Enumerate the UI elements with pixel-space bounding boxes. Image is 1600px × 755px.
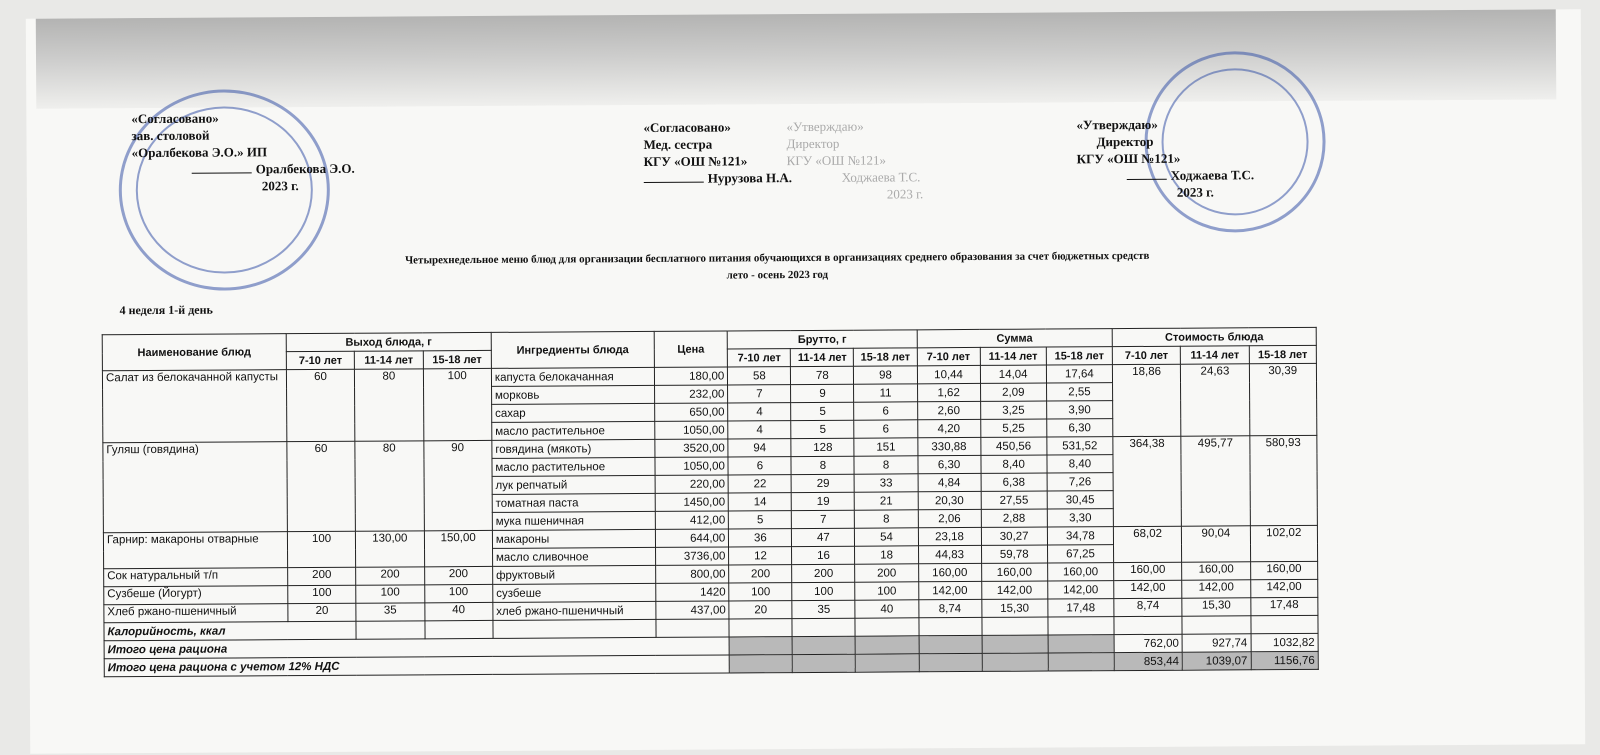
sum-value: 15,30 bbox=[981, 599, 1047, 617]
empty-cell bbox=[919, 653, 982, 671]
empty-cell bbox=[1114, 616, 1182, 634]
sum-value: 17,64 bbox=[1046, 365, 1112, 383]
empty-cell bbox=[1048, 653, 1114, 671]
brutto-value: 35 bbox=[792, 600, 855, 618]
dish-output: 90 bbox=[423, 440, 492, 530]
sum-value: 4,84 bbox=[918, 473, 981, 491]
brutto-value: 9 bbox=[791, 384, 854, 402]
brutto-value: 54 bbox=[855, 528, 918, 546]
itogo-vat-label: Итого цена рациона с учетом 12% НДС bbox=[104, 655, 729, 677]
brutto-value: 20 bbox=[729, 601, 792, 619]
brutto-value: 8 bbox=[854, 456, 917, 474]
dish-output: 80 bbox=[355, 369, 424, 441]
brutto-value: 4 bbox=[728, 403, 791, 421]
brutto-value: 8 bbox=[855, 510, 918, 528]
empty-cell bbox=[918, 617, 981, 635]
dish-output: 60 bbox=[286, 369, 355, 441]
approval-ghost: «Утверждаю» Директор КГУ «ОШ №121» Ходжаева Т.С. 2023 г. bbox=[786, 118, 924, 202]
brutto-value: 128 bbox=[791, 438, 854, 456]
empty-cell bbox=[919, 635, 982, 653]
sum-value: 20,30 bbox=[918, 491, 981, 509]
ingredient-price: 180,00 bbox=[654, 367, 728, 385]
brutto-value: 100 bbox=[855, 582, 918, 600]
header-ingredients: Ингредиенты блюда bbox=[491, 331, 654, 368]
sum-value: 2,06 bbox=[918, 509, 981, 527]
sum-value: 23,18 bbox=[918, 527, 981, 545]
brutto-value: 16 bbox=[792, 546, 855, 564]
ingredient-price: 3736,00 bbox=[655, 547, 729, 565]
empty-cell bbox=[982, 653, 1048, 671]
dish-output: 100 bbox=[287, 531, 356, 567]
brutto-value: 22 bbox=[728, 475, 791, 493]
ingredient-price: 412,00 bbox=[655, 511, 729, 529]
empty-cell bbox=[730, 655, 793, 673]
brutto-value: 14 bbox=[729, 493, 792, 511]
age-header: 11-14 лет bbox=[791, 348, 854, 366]
brutto-value: 200 bbox=[792, 564, 855, 582]
dish-cost: 364,38 bbox=[1113, 436, 1182, 526]
sum-value: 142,00 bbox=[981, 581, 1047, 599]
header-sum: Сумма bbox=[917, 329, 1113, 348]
dish-cost: 160,00 bbox=[1114, 562, 1182, 580]
empty-cell bbox=[856, 654, 919, 672]
brutto-value: 200 bbox=[855, 564, 918, 582]
empty-cell bbox=[1048, 635, 1114, 653]
dish-output: 100 bbox=[424, 584, 492, 602]
total-value: 927,74 bbox=[1182, 634, 1250, 652]
age-header: 7-10 лет bbox=[728, 349, 791, 367]
dish-output: 130,00 bbox=[356, 531, 425, 567]
ingredient-name: капуста белокачанная bbox=[491, 367, 654, 386]
sum-value: 3,25 bbox=[980, 401, 1046, 419]
dish-cost: 18,86 bbox=[1112, 364, 1181, 436]
empty-cell bbox=[792, 636, 855, 654]
sum-value: 2,55 bbox=[1046, 383, 1112, 401]
total-vat-value: 1039,07 bbox=[1182, 652, 1250, 670]
dish-output: 200 bbox=[288, 567, 356, 585]
brutto-value: 5 bbox=[791, 420, 854, 438]
sum-value: 1,62 bbox=[917, 383, 980, 401]
dish-name: Сок натуральный т/п bbox=[104, 568, 288, 587]
dish-output: 100 bbox=[423, 368, 492, 440]
ingredient-price: 1050,00 bbox=[655, 457, 729, 475]
brutto-value: 98 bbox=[854, 366, 917, 384]
dish-cost: 15,30 bbox=[1182, 598, 1250, 616]
week-label: 4 неделя 1-й день bbox=[119, 302, 213, 318]
sum-value: 30,45 bbox=[1047, 491, 1113, 509]
ingredient-name: масло растительное bbox=[492, 457, 655, 476]
menu-table bbox=[102, 327, 1319, 677]
dish-output: 20 bbox=[288, 603, 356, 621]
ingredient-price: 232,00 bbox=[654, 385, 728, 403]
sum-value: 30,27 bbox=[981, 527, 1047, 545]
age-header: 15-18 лет bbox=[423, 350, 491, 368]
brutto-value: 33 bbox=[855, 474, 918, 492]
total-value: 1032,82 bbox=[1251, 633, 1318, 651]
empty-cell bbox=[855, 618, 918, 636]
empty-cell bbox=[792, 618, 855, 636]
ingredient-name: масло сливочное bbox=[492, 547, 655, 566]
ingredient-price: 650,00 bbox=[654, 403, 728, 421]
dish-name: Гуляш (говядина) bbox=[103, 442, 287, 533]
brutto-value: 100 bbox=[792, 582, 855, 600]
age-header: 15-18 лет bbox=[1046, 347, 1112, 365]
empty-cell bbox=[729, 619, 792, 637]
sum-value: 6,38 bbox=[981, 473, 1047, 491]
brutto-value: 36 bbox=[729, 529, 792, 547]
ingredient-price: 220,00 bbox=[655, 475, 729, 493]
dish-cost: 160,00 bbox=[1182, 562, 1250, 580]
dish-output: 80 bbox=[355, 441, 424, 531]
header-brutto: Брутто, г bbox=[728, 330, 917, 349]
sum-value: 330,88 bbox=[917, 437, 980, 455]
sum-value: 2,88 bbox=[981, 509, 1047, 527]
dish-cost: 24,63 bbox=[1181, 364, 1250, 436]
ingredient-name: фруктовый bbox=[493, 565, 656, 584]
sum-value: 4,20 bbox=[917, 419, 980, 437]
brutto-value: 100 bbox=[729, 583, 792, 601]
ingredient-name: хлеб ржано-пшеничный bbox=[493, 601, 656, 620]
ingredient-name: макароны bbox=[492, 529, 655, 548]
approval-right: «Утверждаю» Директор КГУ «ОШ №121» Ходжаева Т.С. 2023 г. bbox=[1076, 116, 1255, 200]
total-vat-value: 853,44 bbox=[1114, 652, 1182, 670]
age-header: 11-14 лет bbox=[980, 347, 1046, 365]
empty-cell bbox=[1048, 617, 1114, 635]
menu-title: Четырехнедельное меню блюд для организации бесплатного питания обучающихся в организациях среднего образования за счет бюджетных средств лето - осень 2023 год bbox=[405, 249, 1150, 282]
brutto-value: 7 bbox=[792, 510, 855, 528]
dish-name: Салат из белокачанной капусты bbox=[102, 370, 286, 443]
brutto-value: 8 bbox=[791, 456, 854, 474]
sum-value: 142,00 bbox=[918, 581, 981, 599]
dish-cost: 68,02 bbox=[1113, 526, 1182, 562]
brutto-value: 5 bbox=[791, 402, 854, 420]
brutto-value: 12 bbox=[729, 547, 792, 565]
empty-cell bbox=[793, 654, 856, 672]
dish-cost: 142,00 bbox=[1182, 580, 1250, 598]
ingredient-name: морковь bbox=[491, 385, 654, 404]
ingredient-name: мука пшеничная bbox=[492, 511, 655, 530]
empty-cell bbox=[425, 620, 493, 638]
brutto-value: 5 bbox=[729, 511, 792, 529]
age-header: 7-10 лет bbox=[1112, 346, 1180, 364]
approval-middle: «Согласовано» Мед. сестра КГУ «ОШ №121» Нурузова Н.А. bbox=[643, 119, 793, 186]
ingredient-price: 1420 bbox=[656, 583, 730, 601]
ingredient-price: 437,00 bbox=[656, 601, 730, 619]
dish-cost: 580,93 bbox=[1249, 435, 1317, 525]
brutto-value: 40 bbox=[855, 600, 918, 618]
dish-cost: 17,48 bbox=[1250, 597, 1317, 615]
brutto-value: 7 bbox=[728, 385, 791, 403]
dish-cost: 30,39 bbox=[1249, 363, 1317, 435]
document-page bbox=[26, 9, 1585, 753]
sum-value: 8,40 bbox=[981, 455, 1047, 473]
sum-value: 6,30 bbox=[1047, 419, 1113, 437]
dish-cost: 142,00 bbox=[1250, 579, 1317, 597]
empty-cell bbox=[856, 636, 919, 654]
brutto-value: 47 bbox=[792, 528, 855, 546]
brutto-value: 11 bbox=[854, 384, 917, 402]
brutto-value: 151 bbox=[854, 438, 917, 456]
empty-cell bbox=[356, 621, 424, 639]
ingredient-name: томатная паста bbox=[492, 493, 655, 512]
brutto-value: 78 bbox=[791, 366, 854, 384]
header-cost: Стоимость блюда bbox=[1112, 327, 1316, 346]
brutto-value: 6 bbox=[728, 457, 791, 475]
total-value: 762,00 bbox=[1114, 634, 1182, 652]
sum-value: 10,44 bbox=[917, 365, 980, 383]
brutto-value: 6 bbox=[854, 402, 917, 420]
empty-cell bbox=[729, 637, 792, 655]
dish-cost: 102,02 bbox=[1250, 525, 1318, 561]
dish-cost: 142,00 bbox=[1114, 580, 1182, 598]
ingredient-name: сахар bbox=[492, 403, 655, 422]
ingredient-price: 800,00 bbox=[655, 565, 729, 583]
sum-value: 59,78 bbox=[981, 545, 1047, 563]
brutto-value: 21 bbox=[855, 492, 918, 510]
dish-cost: 90,04 bbox=[1182, 526, 1251, 562]
dish-cost: 160,00 bbox=[1250, 561, 1317, 579]
ingredient-price: 3520,00 bbox=[655, 439, 729, 457]
dish-name: Хлеб ржано-пшеничный bbox=[104, 604, 288, 623]
dish-output: 150,00 bbox=[424, 530, 493, 566]
ingredient-price: 1450,00 bbox=[655, 493, 729, 511]
ingredient-name: лук репчатый bbox=[492, 475, 655, 494]
empty-cell bbox=[1182, 616, 1250, 634]
empty-cell bbox=[1251, 615, 1318, 633]
age-header: 7-10 лет bbox=[286, 351, 354, 369]
sum-value: 5,25 bbox=[980, 419, 1046, 437]
scan-smudge bbox=[36, 9, 1557, 108]
sum-value: 6,30 bbox=[918, 455, 981, 473]
sum-value: 8,40 bbox=[1047, 455, 1113, 473]
brutto-value: 19 bbox=[792, 492, 855, 510]
empty-cell bbox=[982, 617, 1048, 635]
calories-label: Калорийность, ккал bbox=[104, 621, 356, 641]
sum-value: 531,52 bbox=[1047, 437, 1113, 455]
sum-value: 450,56 bbox=[980, 437, 1046, 455]
sum-value: 17,48 bbox=[1048, 599, 1114, 617]
ingredient-price: 1050,00 bbox=[655, 421, 729, 439]
sum-value: 14,04 bbox=[980, 365, 1046, 383]
header-price: Цена bbox=[654, 331, 728, 367]
header-output: Выход блюда, г bbox=[286, 332, 491, 351]
brutto-value: 6 bbox=[854, 420, 917, 438]
age-header: 15-18 лет bbox=[1249, 345, 1316, 363]
sum-value: 160,00 bbox=[1047, 563, 1113, 581]
empty-cell bbox=[982, 635, 1048, 653]
brutto-value: 58 bbox=[728, 367, 791, 385]
approval-left: «Согласовано» зав. столовой «Оралбекова Э.О.» ИП Оралбекова Э.О. 2023 г. bbox=[131, 110, 355, 194]
sum-value: 7,26 bbox=[1047, 473, 1113, 491]
sum-value: 3,30 bbox=[1047, 509, 1113, 527]
sum-value: 8,74 bbox=[918, 599, 981, 617]
sum-value: 44,83 bbox=[918, 545, 981, 563]
sum-value: 142,00 bbox=[1048, 581, 1114, 599]
brutto-value: 94 bbox=[728, 439, 791, 457]
sum-value: 160,00 bbox=[918, 563, 981, 581]
dish-output: 35 bbox=[356, 603, 424, 621]
total-vat-value: 1156,76 bbox=[1251, 651, 1318, 669]
sum-value: 27,55 bbox=[981, 491, 1047, 509]
brutto-value: 200 bbox=[729, 565, 792, 583]
dish-output: 200 bbox=[424, 566, 492, 584]
empty-cell bbox=[493, 619, 656, 638]
sum-value: 34,78 bbox=[1047, 527, 1113, 545]
sum-value: 2,09 bbox=[980, 383, 1046, 401]
dish-output: 60 bbox=[287, 441, 356, 531]
age-header: 15-18 лет bbox=[854, 348, 917, 366]
dish-cost: 495,77 bbox=[1181, 436, 1250, 526]
dish-output: 40 bbox=[424, 602, 492, 620]
sum-value: 3,90 bbox=[1046, 401, 1112, 419]
ingredient-name: говядина (мякоть) bbox=[492, 439, 655, 458]
brutto-value: 4 bbox=[728, 421, 791, 439]
sum-value: 160,00 bbox=[981, 563, 1047, 581]
sum-value: 67,25 bbox=[1047, 545, 1113, 563]
age-header: 11-14 лет bbox=[355, 351, 423, 369]
brutto-value: 29 bbox=[791, 474, 854, 492]
itogo-label: Итого цена рациона bbox=[104, 637, 729, 659]
ingredient-name: масло растительное bbox=[492, 421, 655, 440]
empty-cell bbox=[656, 619, 730, 637]
dish-name: Гарнир: макароны отварные bbox=[103, 532, 287, 569]
dish-cost: 8,74 bbox=[1114, 598, 1182, 616]
age-header: 11-14 лет bbox=[1181, 346, 1249, 364]
dish-output: 100 bbox=[356, 585, 424, 603]
brutto-value: 18 bbox=[855, 546, 918, 564]
menu-body bbox=[102, 363, 1318, 676]
sum-value: 2,60 bbox=[917, 401, 980, 419]
ingredient-name: сузбеше bbox=[493, 583, 656, 602]
dish-name: Сузбеше (Йогурт) bbox=[104, 586, 288, 605]
age-header: 7-10 лет bbox=[917, 347, 980, 365]
dish-output: 200 bbox=[356, 567, 424, 585]
dish-output: 100 bbox=[288, 585, 356, 603]
ingredient-price: 644,00 bbox=[655, 529, 729, 547]
header-dish: Наименование блюд bbox=[102, 334, 286, 371]
